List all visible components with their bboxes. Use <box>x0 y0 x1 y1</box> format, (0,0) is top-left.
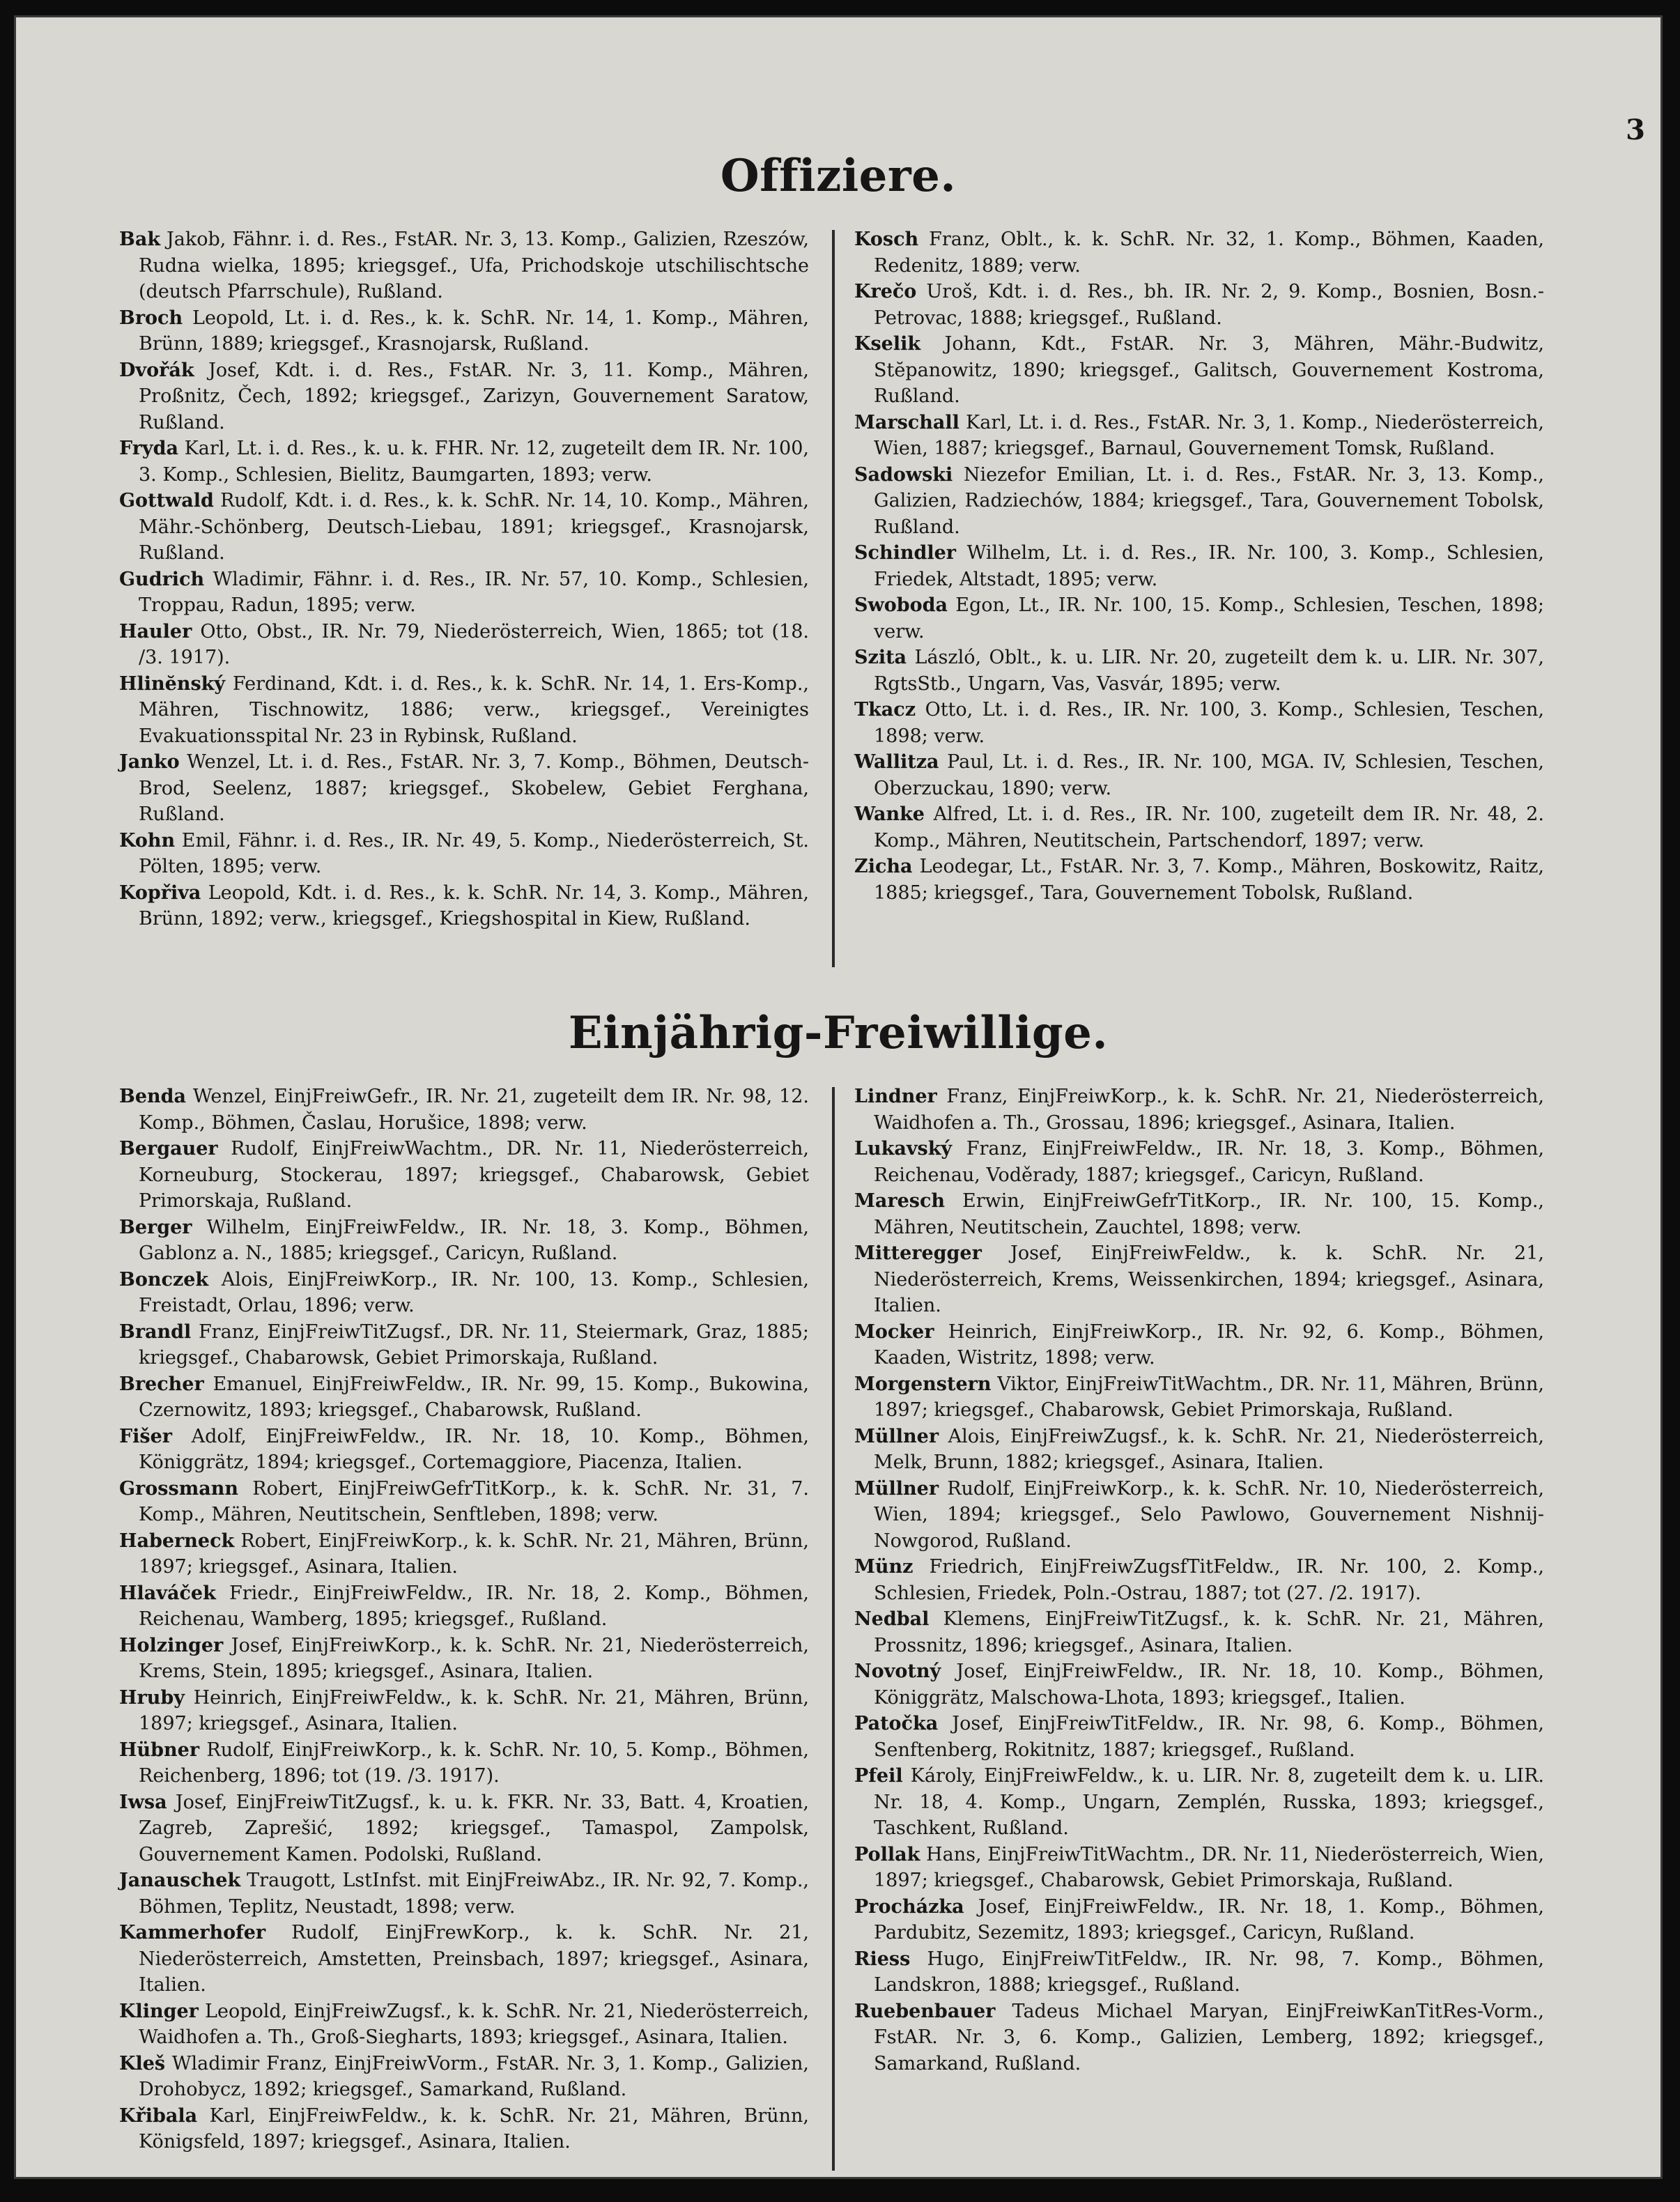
offiziere-right-column <box>854 226 1544 906</box>
entry <box>854 854 1544 906</box>
entry-details: Tadeus Michael Maryan, EinjFreiwKanTitRes-Vorm., FstAR. Nr. 3, 6. Komp., Galizien, Lemberg, 1892; kriegsgef., Samarkand, Rußland. <box>874 2000 1544 2074</box>
entry <box>119 1528 809 1580</box>
entry <box>854 1476 1544 1555</box>
entry-details: Josef, EinjFreiwTitFeldw., IR. Nr. 98, 6. Komp., Böhmen, Senftenberg, Rokitnitz, 1887; kriegsgef., Rußland. <box>874 1713 1544 1761</box>
entry <box>119 1371 809 1424</box>
entry-details: Erwin, EinjFreiwGefrTitKorp., IR. Nr. 100, 15. Komp., Mähren, Neutitschein, Zauchtel, 1898; verw. <box>874 1190 1544 1238</box>
entry-details: Robert, EinjFreiwGefrTitKorp., k. k. SchR. Nr. 31, 7. Komp., Mähren, Neutitschein, Senftleben, 1898; verw. <box>139 1477 809 1525</box>
entry-surname: Hübner <box>119 1739 200 1761</box>
entry <box>854 1084 1544 1136</box>
entry-details: Klemens, EinjFreiwTitZugsf., k. k. SchR. Nr. 21, Mähren, Prossnitz, 1896; kriegsgef., Asinara, Italien. <box>874 1608 1544 1656</box>
entry-details: Josef, EinjFreiwFeldw., k. k. SchR. Nr. 21, Niederösterreich, Krems, Weissenkirchen, 1894; kriegsgef., Asinara, Italien. <box>874 1242 1544 1316</box>
column-divider <box>832 1087 835 2171</box>
entry-details: Hans, EinjFreiwTitWachtm., DR. Nr. 11, Niederösterreich, Wien, 1897; kriegsgef., Chabarowsk, Gebiet Primorskaja, Rußland. <box>874 1843 1544 1891</box>
entry-details: Robert, EinjFreiwKorp., k. k. SchR. Nr. 21, Mähren, Brünn, 1897; kriegsgef., Asinara, Italien. <box>139 1530 809 1578</box>
entry <box>854 1371 1544 1424</box>
entry-details: Wilhelm, Lt. i. d. Res., IR. Nr. 100, 3. Komp., Schlesien, Friedek, Altstadt, 1895; verw. <box>874 542 1544 590</box>
entry <box>854 697 1544 749</box>
entry-details: Wenzel, EinjFreiwGefr., IR. Nr. 21, zugeteilt dem IR. Nr. 98, 12. Komp., Böhmen, Časlau, Horušice, 1898; verw. <box>139 1086 809 1134</box>
entry-details: László, Oblt., k. u. LIR. Nr. 20, zugeteilt dem k. u. LIR. Nr. 307, RgtsStb., Ungarn, Vas, Vasvár, 1895; verw. <box>874 647 1544 695</box>
entry-details: Alois, EinjFreiwKorp., IR. Nr. 100, 13. Komp., Schlesien, Freistadt, Orlau, 1896; verw. <box>139 1268 809 1316</box>
entry-details: Hugo, EinjFreiwTitFeldw., IR. Nr. 98, 7. Komp., Böhmen, Landskron, 1888; kriegsgef., Rußland. <box>874 1948 1544 1996</box>
entry <box>119 1084 809 1136</box>
entry-details: Jakob, Fähnr. i. d. Res., FstAR. Nr. 3, 13. Komp., Galizien, Rzeszów, Rudna wielka, 1895; kriegsgef., Ufa, Prichodskoje utschilischtsche (deutsch Pfarrschule), Rußland. <box>139 229 809 302</box>
entry-surname: Grossmann <box>119 1477 239 1500</box>
entry <box>854 226 1544 279</box>
entry-details: Otto, Lt. i. d. Res., IR. Nr. 100, 3. Komp., Schlesien, Teschen, 1898; verw. <box>874 699 1544 747</box>
entry-details: Rudolf, EinjFrewKorp., k. k. SchR. Nr. 21, Niederösterreich, Amstetten, Preinsbach, 1897; kriegsgef., Asinara, Italien. <box>139 1922 809 1996</box>
entry <box>119 880 809 932</box>
entry-details: Friedrich, EinjFreiwZugsfTitFeldw., IR. Nr. 100, 2. Komp., Schlesien, Friedek, Poln.-Ostrau, 1887; tot (27. /2. 1917). <box>874 1556 1544 1604</box>
entry-details: Josef, EinjFreiwFeldw., IR. Nr. 18, 1. Komp., Böhmen, Pardubitz, Sezemitz, 1893; kriegsgef., Caricyn, Rußland. <box>874 1895 1544 1943</box>
entry-surname: Schindler <box>854 542 956 564</box>
entry-surname: Brecher <box>119 1373 204 1395</box>
entry-surname: Wanke <box>854 803 925 825</box>
entry-details: Franz, EinjFreiwKorp., k. k. SchR. Nr. 21, Niederösterreich, Waidhofen a. Th., Grossau, 1896; kriegsgef., Asinara, Italien. <box>874 1086 1544 1134</box>
column-divider <box>832 230 835 967</box>
entry-details: Leopold, EinjFreiwZugsf., k. k. SchR. Nr. 21, Niederösterreich, Waidhofen a. Th., Groß-Siegharts, 1893; kriegsgef., Asinara, Italien. <box>139 2000 809 2048</box>
entry <box>854 1946 1544 1999</box>
entry-surname: Fišer <box>119 1425 173 1447</box>
entry-surname: Kosch <box>854 229 919 250</box>
entry <box>119 567 809 619</box>
entry <box>854 1554 1544 1606</box>
entry-details: Josef, EinjFreiwKorp., k. k. SchR. Nr. 21, Niederösterreich, Krems, Stein, 1895; kriegsgef., Asinara, Italien. <box>139 1634 809 1682</box>
entry <box>854 1999 1544 2077</box>
entry <box>854 1763 1544 1842</box>
entry-details: Adolf, EinjFreiwFeldw., IR. Nr. 18, 10. Komp., Böhmen, Königgrätz, 1894; kriegsgef., Cortemaggiore, Piacenza, Italien. <box>139 1425 809 1473</box>
entry <box>854 645 1544 697</box>
entry-details: Leopold, Kdt. i. d. Res., k. k. SchR. Nr. 14, 3. Komp., Mähren, Brünn, 1892; verw., kriegsgef., Kriegshospital in Kiew, Rußland. <box>139 881 809 930</box>
entry <box>854 1842 1544 1894</box>
entry-surname: Müllner <box>854 1425 939 1447</box>
entry <box>854 279 1544 331</box>
entry <box>854 1711 1544 1763</box>
entry-surname: Hlinĕnský <box>119 672 226 695</box>
entry-surname: Berger <box>119 1216 192 1238</box>
entry-surname: Pollak <box>854 1843 920 1865</box>
entry-details: Heinrich, EinjFreiwFeldw., k. k. SchR. Nr. 21, Mähren, Brünn, 1897; kriegsgef., Asinara, Italien. <box>139 1686 809 1734</box>
entry-details: Alfred, Lt. i. d. Res., IR. Nr. 100, zugeteilt dem IR. Nr. 48, 2. Komp., Mähren, Neutitschein, Partschendorf, 1897; verw. <box>874 803 1544 852</box>
entry-details: Niezefor Emilian, Lt. i. d. Res., FstAR. Nr. 3, 13. Komp., Galizien, Radziechów, 1884; kriegsgef., Tara, Gouvernement Tobolsk, Rußland. <box>874 463 1544 538</box>
entry <box>854 1894 1544 1946</box>
entry <box>119 671 809 750</box>
entry <box>854 540 1544 592</box>
entry-surname: Klinger <box>119 2000 199 2022</box>
entry <box>119 2103 809 2155</box>
entry-surname: Iwsa <box>119 1791 167 1813</box>
entry <box>854 1319 1544 1371</box>
entry-surname: Kohn <box>119 829 176 852</box>
entry <box>119 1920 809 1999</box>
entry-details: Paul, Lt. i. d. Res., IR. Nr. 100, MGA. IV, Schlesien, Teschen, Oberzuckau, 1890; verw. <box>874 751 1544 799</box>
entry <box>854 1188 1544 1240</box>
entry-details: Wilhelm, EinjFreiwFeldw., IR. Nr. 18, 3. Komp., Böhmen, Gablonz a. N., 1885; kriegsgef., Caricyn, Rußland. <box>139 1216 809 1264</box>
entry-surname: Gottwald <box>119 490 214 511</box>
entry <box>119 1999 809 2051</box>
entry-surname: Gudrich <box>119 568 205 590</box>
section-title-einjaehrig-freiwillige: Einjährig-Freiwillige. <box>568 1007 1109 1059</box>
entry-details: Friedr., EinjFreiwFeldw., IR. Nr. 18, 2. Komp., Böhmen, Reichenau, Wamberg, 1895; kriegsgef., Rußland. <box>139 1582 809 1630</box>
entry <box>119 1476 809 1528</box>
entry-surname: Swoboda <box>854 594 948 616</box>
entry <box>119 1319 809 1371</box>
entry-surname: Benda <box>119 1086 187 1107</box>
entry <box>119 1685 809 1737</box>
entry <box>119 1580 809 1633</box>
entry-details: Franz, EinjFreiwTitZugsf., DR. Nr. 11, Steiermark, Graz, 1885; kriegsgef., Chabarowsk, Gebiet Primorskaja, Rußland. <box>139 1321 809 1369</box>
entry-details: Karl, EinjFreiwFeldw., k. k. SchR. Nr. 21, Mähren, Brünn, Königsfeld, 1897; kriegsgef., Asinara, Italien. <box>139 2104 809 2153</box>
entry-surname: Ruebenbauer <box>854 2000 996 2022</box>
entry-details: Viktor, EinjFreiwTitWachtm., DR. Nr. 11, Mähren, Brünn, 1897; kriegsgef., Chabarowsk, Gebiet Primorskaja, Rußland. <box>874 1373 1544 1421</box>
entry-surname: Křibala <box>119 2104 198 2127</box>
entry-surname: Kleš <box>119 2052 166 2074</box>
entry <box>119 1215 809 1267</box>
entry-details: Alois, EinjFreiwZugsf., k. k. SchR. Nr. 21, Niederösterreich, Melk, Brunn, 1882; kriegsgef., Asinara, Italien. <box>874 1425 1544 1473</box>
entry-details: Josef, Kdt. i. d. Res., FstAR. Nr. 3, 11. Komp., Mähren, Proßnitz, Čech, 1892; kriegsgef., Zarizyn, Gouvernement Saratow, Rußland. <box>139 359 809 433</box>
section-title-offiziere: Offiziere. <box>720 150 957 202</box>
entry <box>119 1868 809 1920</box>
entry-surname: Bak <box>119 229 161 250</box>
entry-surname: Kselik <box>854 333 921 355</box>
entry <box>119 1789 809 1868</box>
entry <box>119 1737 809 1789</box>
entry-surname: Janko <box>119 751 180 773</box>
entry-details: Franz, EinjFreiwFeldw., IR. Nr. 18, 3. Komp., Böhmen, Reichenau, Voděrady, 1887; kriegsgef., Caricyn, Rußland. <box>874 1138 1544 1186</box>
document-page <box>14 15 1663 2179</box>
entry <box>119 619 809 671</box>
entry <box>854 1658 1544 1711</box>
entry-surname: Münz <box>854 1556 914 1578</box>
entry-details: Franz, Oblt., k. k. SchR. Nr. 32, 1. Komp., Böhmen, Kaaden, Redenitz, 1889; verw. <box>874 229 1544 277</box>
entry <box>854 592 1544 645</box>
entry-surname: Hlaváček <box>119 1582 216 1604</box>
einjaehrig-left-column <box>119 1084 809 2155</box>
entry <box>854 1240 1544 1319</box>
entry <box>119 357 809 436</box>
entry-details: Heinrich, EinjFreiwKorp., IR. Nr. 92, 6. Komp., Böhmen, Kaaden, Wistritz, 1898; verw. <box>874 1321 1544 1369</box>
entry-details: Ferdinand, Kdt. i. d. Res., k. k. SchR. Nr. 14, 1. Ers-Komp., Mähren, Tischnowitz, 1886; verw., kriegsgef., Vereinigtes Evakuationsspital Nr. 23 in Rybinsk, Rußland. <box>139 672 809 747</box>
entry-surname: Sadowski <box>854 463 953 486</box>
entry-surname: Lukavský <box>854 1138 953 1160</box>
einjaehrig-right-column <box>854 1084 1544 2077</box>
entry-details: Wladimir Franz, EinjFreiwVorm., FstAR. Nr. 3, 1. Komp., Galizien, Drohobycz, 1892; kriegsgef., Samarkand, Rußland. <box>139 2052 809 2100</box>
entry <box>119 828 809 880</box>
entry <box>119 1633 809 1685</box>
entry <box>119 226 809 305</box>
entry-surname: Pfeil <box>854 1765 903 1787</box>
entry-surname: Zicha <box>854 856 913 877</box>
entry-surname: Holzinger <box>119 1634 224 1656</box>
entry-surname: Krečo <box>854 281 917 302</box>
offiziere-left-column <box>119 226 809 932</box>
entry-details: Wenzel, Lt. i. d. Res., FstAR. Nr. 3, 7. Komp., Böhmen, Deutsch-Brod, Seelenz, 1887; kriegsgef., Skobelew, Gebiet Ferghana, Rußland. <box>139 751 809 825</box>
entry <box>854 1424 1544 1476</box>
entry <box>119 749 809 828</box>
entry-surname: Riess <box>854 1948 911 1970</box>
entry-details: Josef, EinjFreiwTitZugsf., k. u. k. FKR. Nr. 33, Batt. 4, Kroatien, Zagreb, Zaprešić, 1892; kriegsgef., Tamaspol, Zampolsk, Gouvernement Kamen. Podolski, Rußland. <box>139 1791 809 1865</box>
entry-details: Leodegar, Lt., FstAR. Nr. 3, 7. Komp., Mähren, Boskowitz, Raitz, 1885; kriegsgef., Tara, Gouvernement Tobolsk, Rußland. <box>874 856 1544 904</box>
entry-surname: Morgenstern <box>854 1373 992 1395</box>
entry-surname: Patočka <box>854 1713 939 1734</box>
entry-surname: Novotný <box>854 1661 941 1682</box>
entry-details: Károly, EinjFreiwFeldw., k. u. LIR. Nr. 8, zugeteilt dem k. u. LIR. Nr. 18, 4. Komp., Ungarn, Zemplén, Russka, 1893; kriegsgef., Taschkent, Rußland. <box>874 1765 1544 1839</box>
entry-surname: Broch <box>119 307 183 329</box>
entry <box>119 1267 809 1319</box>
entry <box>854 1136 1544 1188</box>
entry-surname: Haberneck <box>119 1530 235 1552</box>
entry-details: Wladimir, Fähnr. i. d. Res., IR. Nr. 57, 10. Komp., Schlesien, Troppau, Radun, 1895; verw. <box>139 568 809 616</box>
entry <box>119 488 809 567</box>
entry-details: Karl, Lt. i. d. Res., FstAR. Nr. 3, 1. Komp., Niederösterreich, Wien, 1887; kriegsgef., Barnaul, Gouvernement Tomsk, Rußland. <box>874 411 1544 459</box>
entry-surname: Maresch <box>854 1190 946 1212</box>
entry-surname: Tkacz <box>854 699 916 721</box>
entry-details: Leopold, Lt. i. d. Res., k. k. SchR. Nr. 14, 1. Komp., Mähren, Brünn, 1889; kriegsgef., Krasnojarsk, Rußland. <box>139 307 809 355</box>
entry <box>854 1606 1544 1658</box>
entry-surname: Bergauer <box>119 1138 218 1160</box>
entry <box>854 410 1544 462</box>
entry-surname: Janauschek <box>119 1870 241 1891</box>
entry-surname: Wallitza <box>854 751 939 773</box>
entry-details: Josef, EinjFreiwFeldw., IR. Nr. 18, 10. Komp., Böhmen, Königgrätz, Malschowa-Lhota, 1893; kriegsgef., Italien. <box>874 1661 1544 1709</box>
entry-surname: Lindner <box>854 1086 937 1107</box>
entry-surname: Brandl <box>119 1321 192 1343</box>
entry-surname: Procházka <box>854 1895 964 1918</box>
entry-surname: Szita <box>854 647 907 668</box>
entry <box>119 2051 809 2103</box>
entry-details: Traugott, LstInfst. mit EinjFreiwAbz., IR. Nr. 92, 7. Komp., Böhmen, Teplitz, Neustadt, 1898; verw. <box>139 1870 809 1918</box>
entry-surname: Müllner <box>854 1477 939 1500</box>
entry <box>854 331 1544 410</box>
entry-surname: Kammerhofer <box>119 1922 266 1943</box>
entry-details: Rudolf, EinjFreiwKorp., k. k. SchR. Nr. 10, Niederösterreich, Wien, 1894; kriegsgef., Selo Pawlowo, Gouvernement Nishnij-Nowgorod, Rußland. <box>874 1477 1544 1552</box>
entry <box>854 462 1544 541</box>
entry-surname: Mocker <box>854 1321 934 1343</box>
entry <box>119 1424 809 1476</box>
entry-surname: Marschall <box>854 411 960 433</box>
entry-surname: Nedbal <box>854 1608 930 1630</box>
entry-details: Otto, Obst., IR. Nr. 79, Niederösterreich, Wien, 1865; tot (18. /3. 1917). <box>139 620 809 668</box>
entry-surname: Hruby <box>119 1686 185 1709</box>
page-number: 3 <box>1626 114 1645 146</box>
entry-details: Egon, Lt., IR. Nr. 100, 15. Komp., Schlesien, Teschen, 1898; verw. <box>874 594 1544 642</box>
entry-details: Emanuel, EinjFreiwFeldw., IR. Nr. 99, 15. Komp., Bukowina, Czernowitz, 1893; kriegsgef., Chabarowsk, Rußland. <box>139 1373 809 1421</box>
entry-details: Karl, Lt. i. d. Res., k. u. k. FHR. Nr. 12, zugeteilt dem IR. Nr. 100, 3. Komp., Schlesien, Bielitz, Baumgarten, 1893; verw. <box>139 438 809 486</box>
entry-surname: Fryda <box>119 438 178 459</box>
entry-details: Emil, Fähnr. i. d. Res., IR. Nr. 49, 5. Komp., Niederösterreich, St. Pölten, 1895; verw. <box>139 829 809 877</box>
entry-surname: Bonczek <box>119 1268 209 1291</box>
entry <box>119 305 809 357</box>
entry-details: Rudolf, EinjFreiwWachtm., DR. Nr. 11, Niederösterreich, Korneuburg, Stockerau, 1897; kriegsgef., Chabarowsk, Gebiet Primorskaja, Rußland. <box>139 1138 809 1212</box>
entry <box>119 1136 809 1215</box>
entry-details: Uroš, Kdt. i. d. Res., bh. IR. Nr. 2, 9. Komp., Bosnien, Bosn.-Petrovac, 1888; kriegsgef., Rußland. <box>874 281 1544 329</box>
entry-surname: Mitteregger <box>854 1242 982 1264</box>
entry-surname: Dvořák <box>119 359 194 381</box>
entry <box>854 801 1544 854</box>
entry-surname: Kopřiva <box>119 881 201 904</box>
entry <box>119 436 809 488</box>
entry-details: Rudolf, EinjFreiwKorp., k. k. SchR. Nr. 10, 5. Komp., Böhmen, Reichenberg, 1896; tot (19. /3. 1917). <box>139 1739 809 1787</box>
entry-surname: Hauler <box>119 620 192 642</box>
entry <box>854 749 1544 801</box>
entry-details: Johann, Kdt., FstAR. Nr. 3, Mähren, Mähr.-Budwitz, Stĕpanowitz, 1890; kriegsgef., Galitsch, Gouvernement Kostroma, Rußland. <box>874 333 1544 407</box>
entry-details: Rudolf, Kdt. i. d. Res., k. k. SchR. Nr. 14, 10. Komp., Mähren, Mähr.-Schönberg, Deutsch-Liebau, 1891; kriegsgef., Krasnojarsk, Rußland. <box>139 490 809 564</box>
